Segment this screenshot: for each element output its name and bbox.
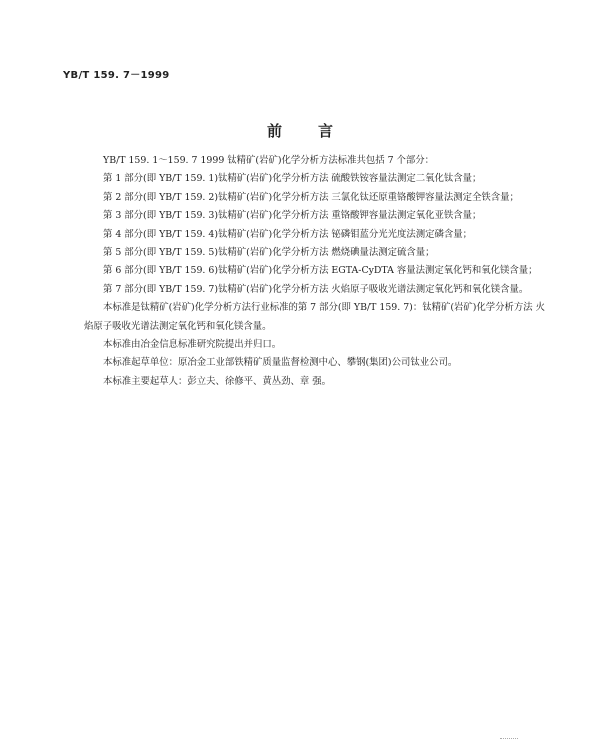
paragraph-proposer: 本标准由冶金信息标准研究院提出并归口。 [103,339,282,351]
document-body [84,152,548,391]
scan-mark [500,738,518,741]
paragraph-part-5: 第 5 部分(即 YB/T 159. 5)钛精矿(岩矿)化学分析方法 燃烧碘量法测定硫含量； [103,247,435,259]
paragraph-part-7: 第 7 部分(即 YB/T 159. 7)钛精矿(岩矿)化学分析方法 火焰原子吸收光谱法测定氧化钙和氧化镁含量。 [103,283,529,295]
paragraph-part-3: 第 3 部分(即 YB/T 159. 3)钛精矿(岩矿)化学分析方法 重铬酸钾容量法测定氧化亚铁含量； [103,210,482,222]
paragraph-part-4: 第 4 部分(即 YB/T 159. 4)钛精矿(岩矿)化学分析方法 铋磷钼蓝分光光度法测定磷含量； [103,228,473,240]
paragraph-part-2: 第 2 部分(即 YB/T 159. 2)钛精矿(岩矿)化学分析方法 三氯化钛还原重铬酸钾容量法测定全铁含量； [103,191,519,203]
paragraph-drafters: 本标准主要起草人：彭立夫、徐修平、黄丛劲、章 强。 [103,375,331,387]
paragraph-part-6: 第 6 部分(即 YB/T 159. 6)钛精矿(岩矿)化学分析方法 EGTA-CyDTA 容量法测定氧化钙和氧化镁含量； [103,265,538,277]
paragraph-part-1: 第 1 部分(即 YB/T 159. 1)钛精矿(岩矿)化学分析方法 硫酸铁铵容量法测定二氧化钛含量； [103,173,482,185]
paragraph-drafting-unit: 本标准起草单位：原冶金工业部铁精矿质量监督检测中心、攀钢(集团)公司钛业公司。 [103,357,458,369]
paragraph-intro: YB/T 159. 1～159. 7 1999 钛精矿(岩矿)化学分析方法标准共包括 7 个部分： [103,155,435,166]
paragraph-scope: 本标准是钛精矿(岩矿)化学分析方法行业标准的第 7 部分(即 YB/T 159. 7)：钛精矿(岩矿)化学分析方法 火焰原子吸收光谱法测定氧化钙和氧化镁含量。 [84,302,545,332]
standard-number: YB/T 159. 7－1999 [63,70,170,81]
page-title: 前言 [266,122,369,140]
